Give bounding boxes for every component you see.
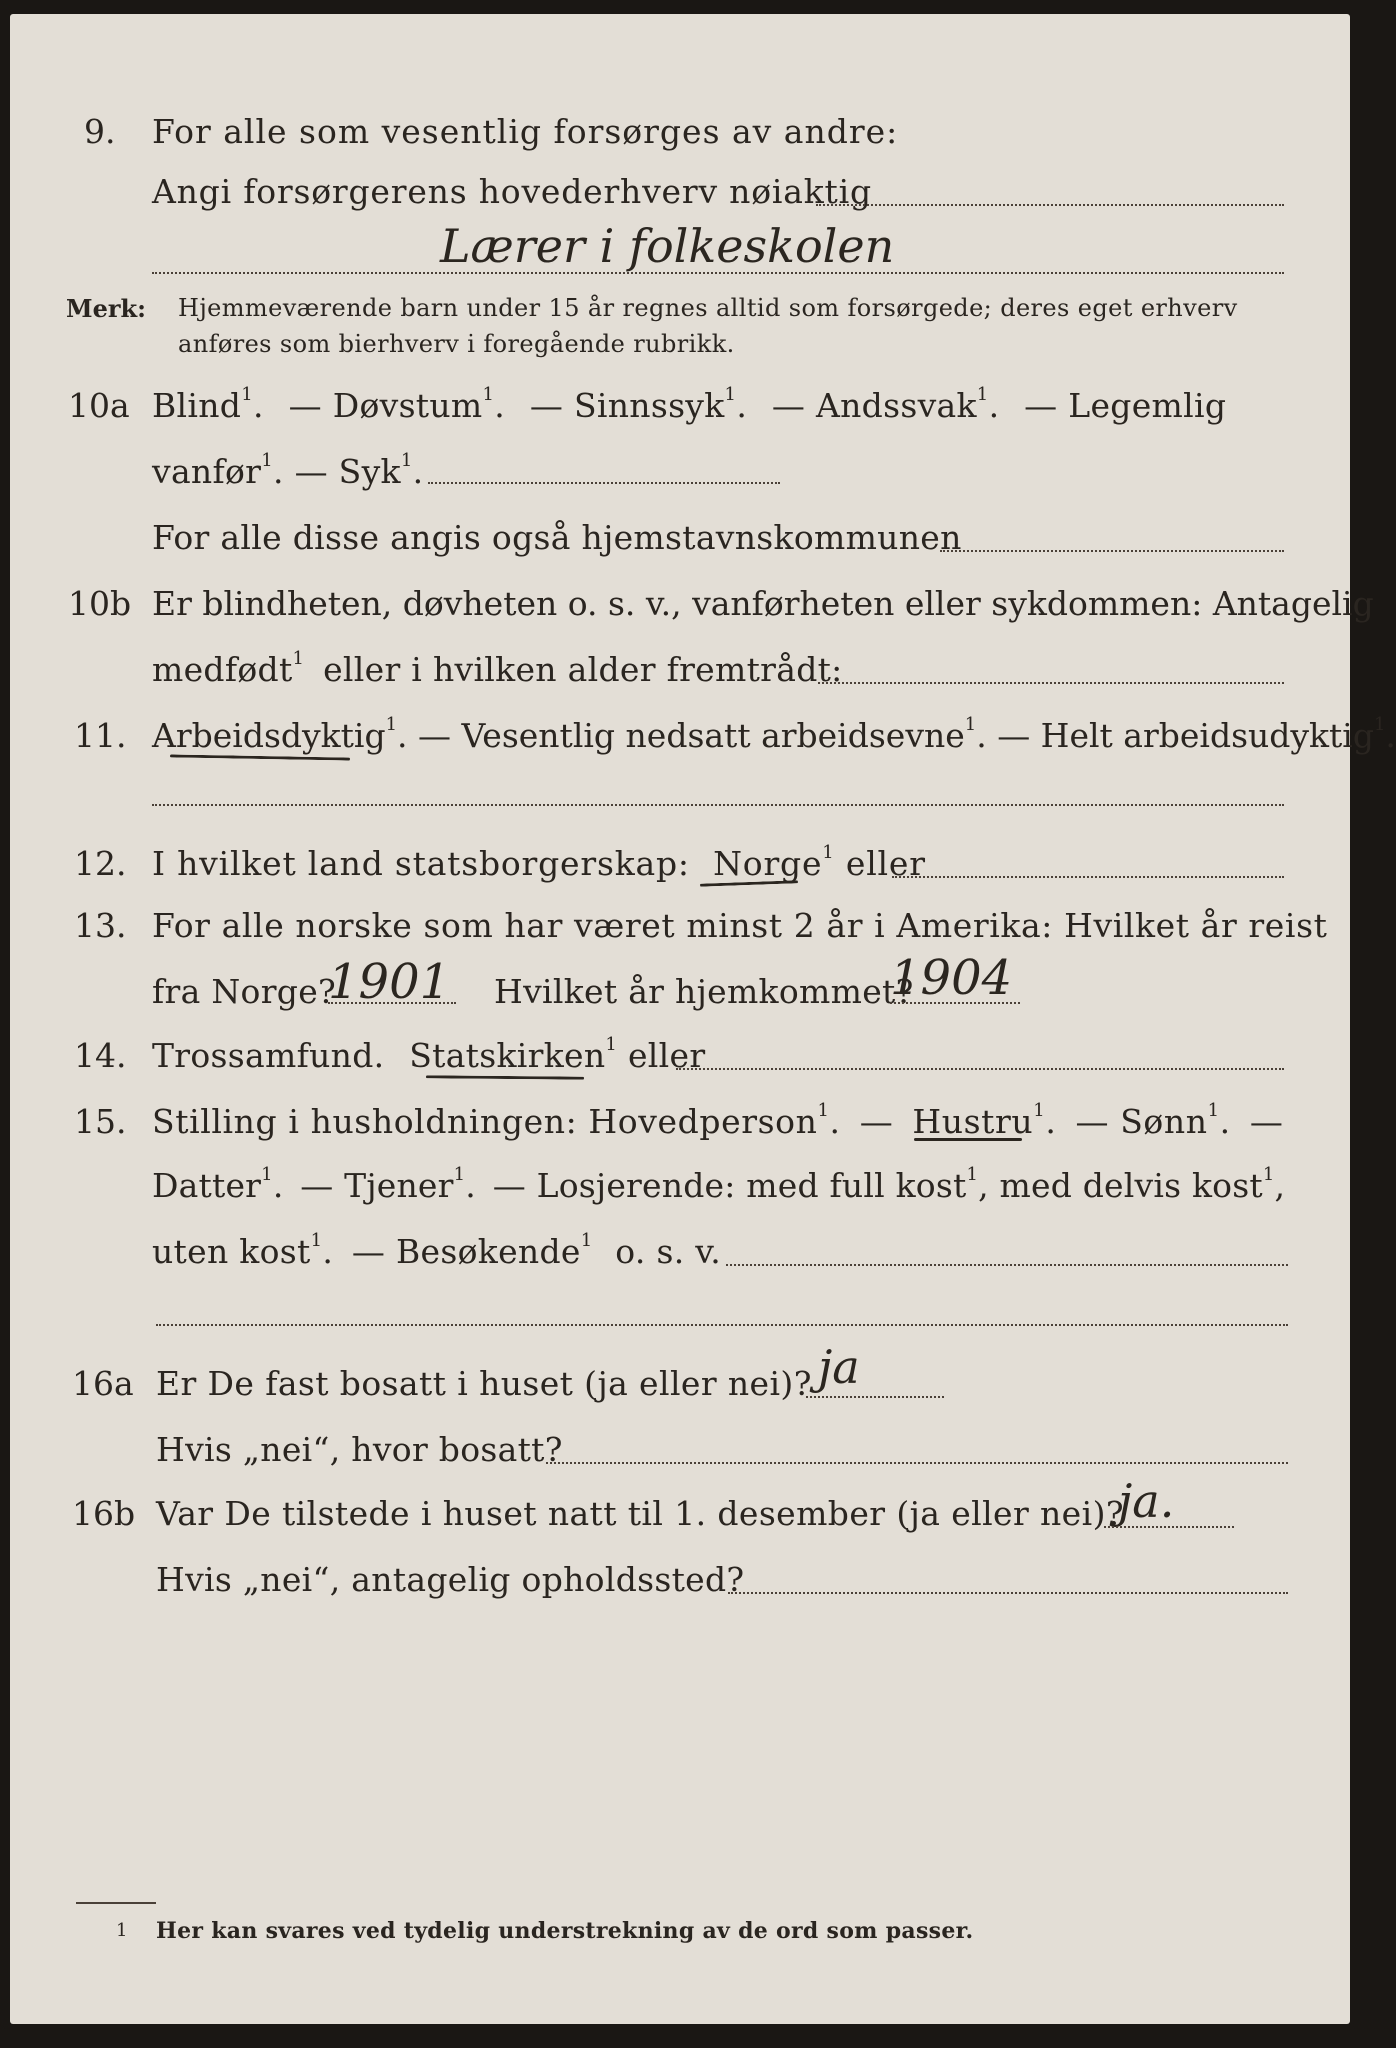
q12-line	[892, 876, 1284, 878]
footnote-rule	[76, 1902, 156, 1904]
q10b-line1: Er blindheten, døvheten o. s. v., vanførheten eller sykdommen: Antagelig	[152, 584, 1374, 623]
q14-line	[676, 1068, 1284, 1070]
q16b-line1: Var De tilstede i huset natt til 1. desember (ja eller nei)?	[156, 1494, 1124, 1533]
q15-line2: Datter$^1$. — Tjener$^1$. — Losjerende: med full kost$^1$, med delvis kost$^1$,	[152, 1164, 1286, 1205]
q11-underline-mark	[170, 754, 350, 760]
q16a-where-line	[546, 1462, 1288, 1464]
q13-handwritten-year-return: 1904	[890, 950, 1013, 1006]
q12-text: I hvilket land statsborgerskap: Norge$^1$ eller	[152, 842, 926, 883]
merk-line2: anføres som bierhverv i foregående rubrikk.	[178, 330, 735, 358]
census-form-page	[10, 14, 1396, 2024]
q14-number: 14.	[74, 1036, 127, 1075]
q10a-line2: vanfør$^1$. — Syk$^1$.	[152, 450, 424, 491]
q14-underline-mark	[426, 1075, 584, 1079]
q12-number: 12.	[74, 844, 127, 883]
q16a-number: 16a	[72, 1364, 134, 1403]
q13-line1: For alle norske som har været minst 2 år i Amerika: Hvilket år reist	[152, 906, 1328, 945]
q10a-home-line	[940, 550, 1284, 552]
footnote-text: Her kan svares ved tydelig understrekning av de ord som passer.	[156, 1918, 974, 1944]
q15-line3: uten kost$^1$. — Besøkende$^1$ o. s. v.	[152, 1230, 722, 1271]
q10b-number: 10b	[68, 584, 132, 623]
q13-line2b: Hvilket år hjemkommet?	[494, 972, 914, 1011]
q15-line-a	[726, 1264, 1288, 1266]
q13-left-line	[328, 1002, 456, 1004]
q13-right-line	[890, 1002, 1020, 1004]
q11-number: 11.	[74, 716, 127, 755]
q10a-line3: For alle disse angis også hjemstavnskommunen	[152, 518, 962, 557]
q16b-place-line	[728, 1592, 1288, 1594]
q11-options: Arbeidsdyktig$^1$. — Vesentlig nedsatt arbeidsevne$^1$. — Helt arbeidsudyktig$^1$.	[152, 714, 1396, 755]
footnote-marker: 1	[116, 1920, 128, 1941]
q16a-line	[806, 1396, 944, 1398]
q16b-line2: Hvis „nei“, antagelig opholdssted?	[156, 1560, 745, 1599]
merk-label: Merk:	[66, 294, 146, 323]
q16a-handwritten-answer: ja	[818, 1340, 860, 1394]
q9-number: 9.	[84, 112, 116, 151]
q13-number: 13.	[74, 906, 127, 945]
q9-line1: For alle som vesentlig forsørges av andre:	[152, 112, 899, 151]
q16a-line2: Hvis „nei“, hvor bosatt?	[156, 1430, 563, 1469]
q14-text: Trossamfund. Statskirken$^1$ eller	[152, 1034, 706, 1075]
q10a-line1: Blind$^1$. — Døvstum$^1$. — Sinnssyk$^1$. — Andssvak$^1$. — Legemlig	[152, 384, 1227, 425]
q11-line	[152, 804, 1284, 806]
q9-answer-line-1	[816, 204, 1284, 206]
q15-underline-mark	[914, 1138, 1022, 1141]
q9-answer-line-2	[152, 272, 1284, 274]
q10b-line2: medfødt$^1$ eller i hvilken alder fremtrådt:	[152, 648, 843, 689]
q10a-sick-line	[428, 482, 780, 484]
q15-line1: Stilling i husholdningen: Hovedperson$^1$. — Hustru$^1$. — Sønn$^1$. —	[152, 1100, 1284, 1141]
q9-line2: Angi forsørgerens hovederhverv nøiaktig	[152, 172, 872, 211]
q13-handwritten-year-left: 1901	[328, 954, 451, 1010]
q15-number: 15.	[74, 1102, 127, 1141]
q15-line-b	[156, 1324, 1288, 1326]
q10b-age-line	[818, 682, 1284, 684]
merk-line1: Hjemmeværende barn under 15 år regnes alltid som forsørgede; deres eget erhverv	[178, 294, 1238, 322]
q16a-line1: Er De fast bosatt i huset (ja eller nei)?	[156, 1364, 812, 1403]
q10a-number: 10a	[68, 386, 130, 425]
q16b-number: 16b	[72, 1494, 136, 1533]
q16b-line	[1104, 1526, 1234, 1528]
q9-handwritten-answer: Lærer i folkeskolen	[440, 219, 895, 273]
q13-line2a: fra Norge?	[152, 972, 337, 1011]
q16b-handwritten-answer: ja.	[1118, 1474, 1175, 1528]
